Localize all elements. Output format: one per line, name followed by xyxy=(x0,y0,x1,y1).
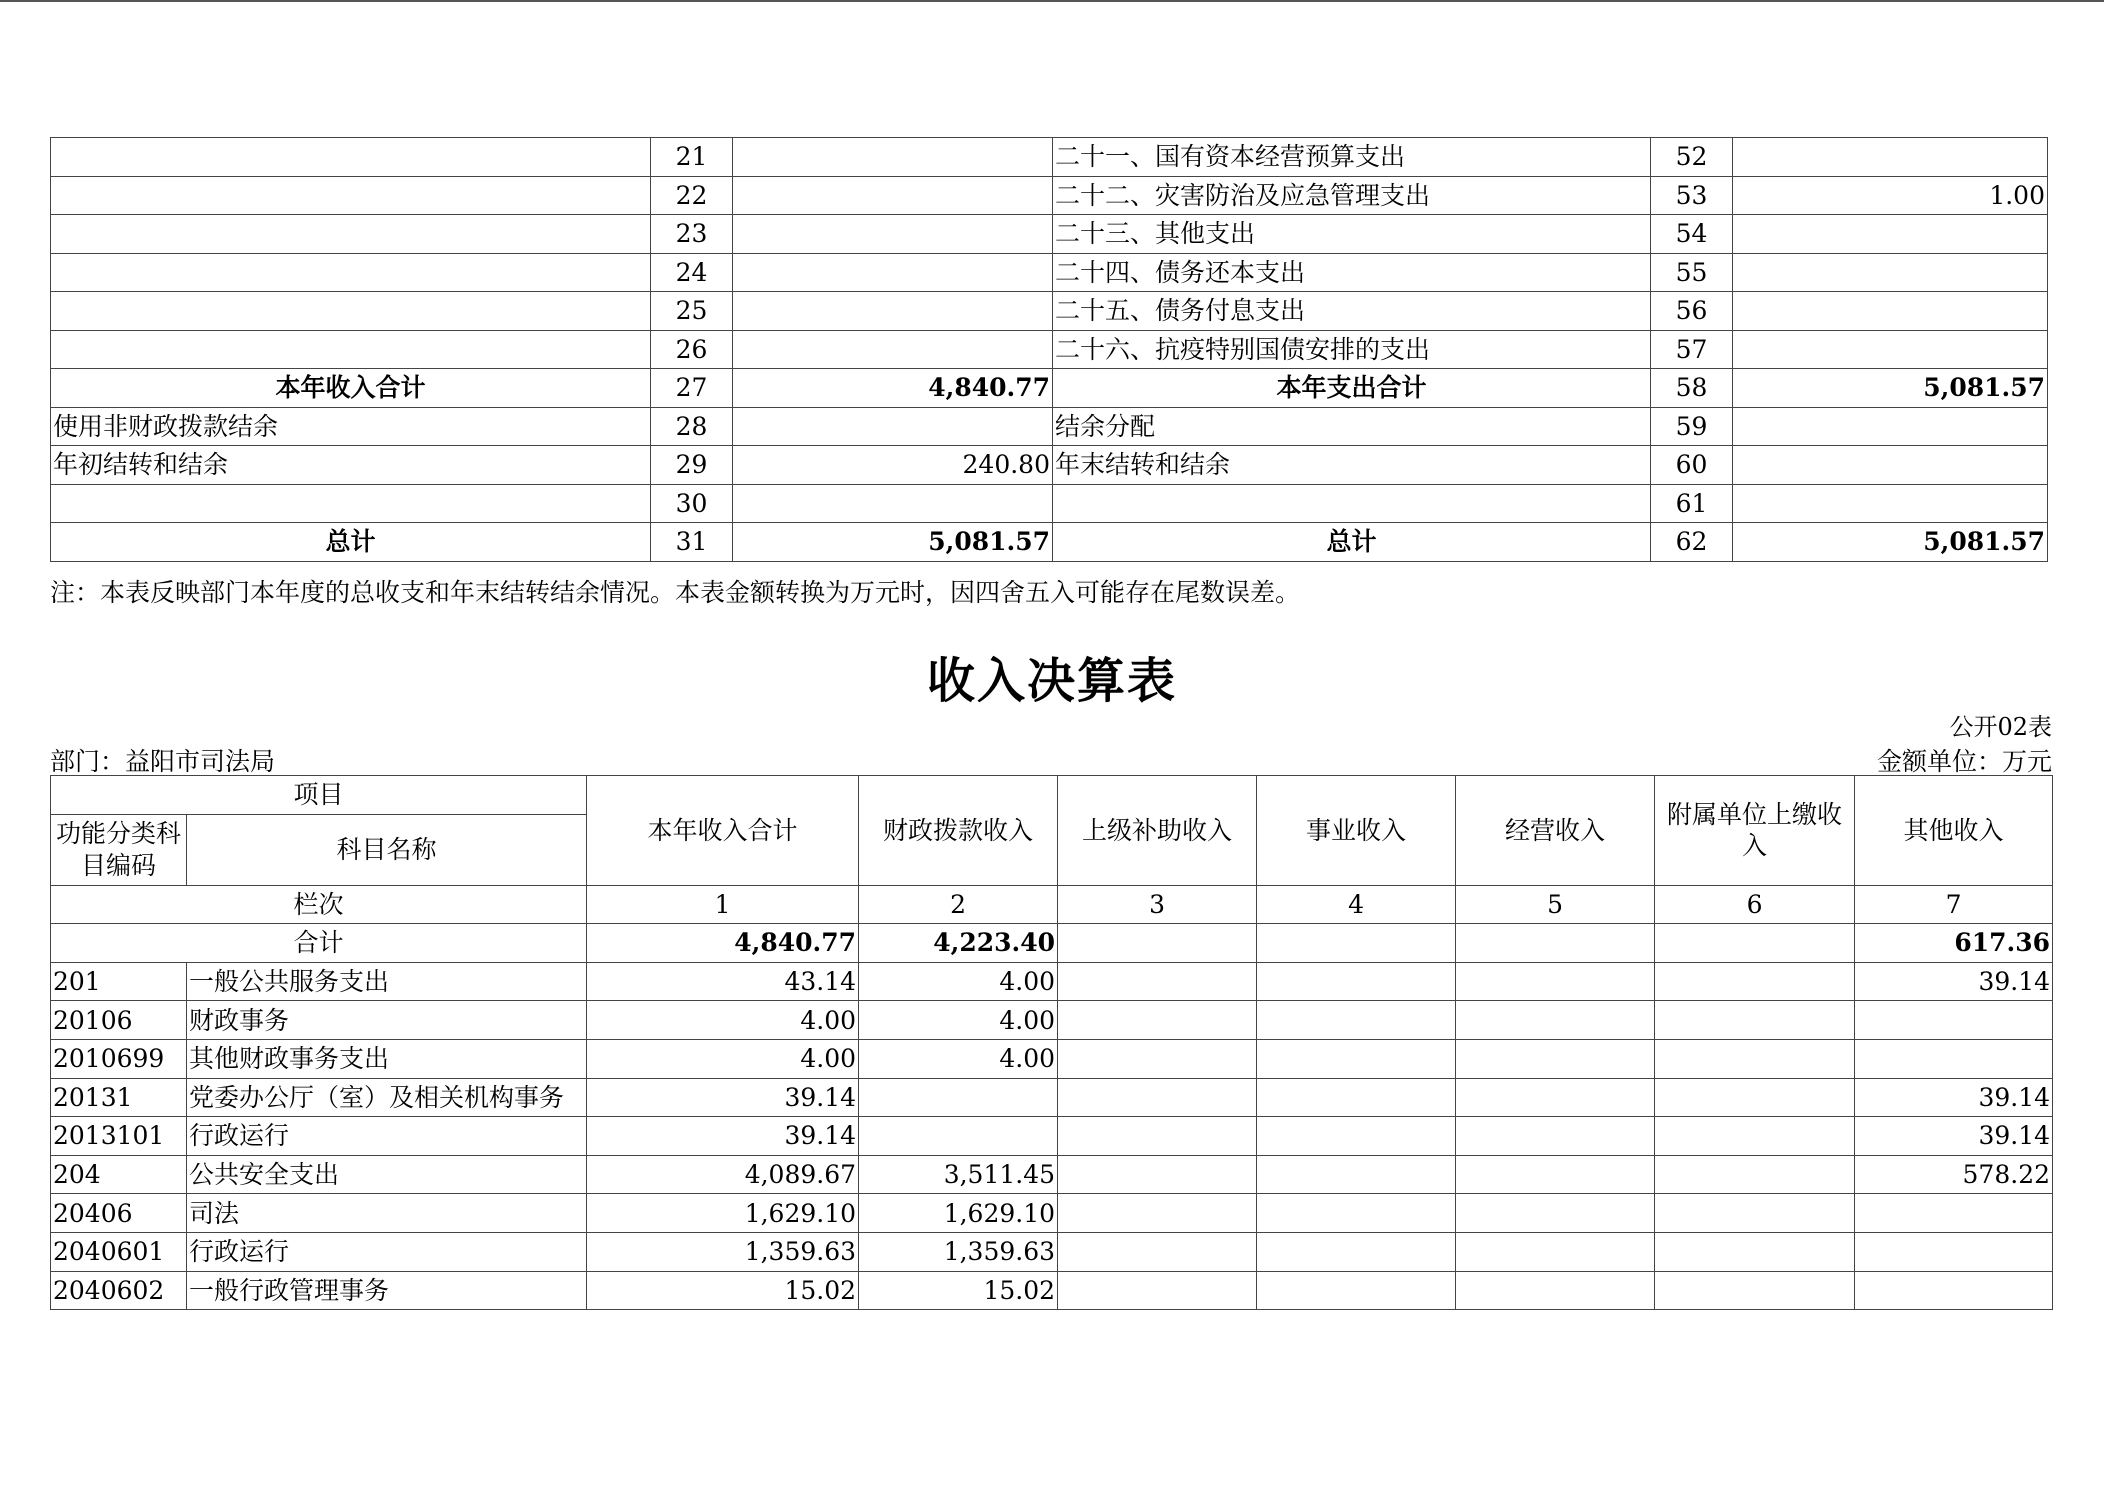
amount-cell xyxy=(1058,1271,1257,1310)
total-label: 合计 xyxy=(51,924,587,963)
line-number: 60 xyxy=(1651,446,1733,485)
subject-name: 一般行政管理事务 xyxy=(187,1271,587,1310)
table-row xyxy=(51,1232,2053,1271)
income-item-label: 总计 xyxy=(51,523,651,562)
subject-code: 20131 xyxy=(51,1078,187,1117)
amount-cell xyxy=(1655,1271,1855,1310)
line-number: 27 xyxy=(651,369,733,408)
total-value xyxy=(1257,924,1456,963)
amount-cell xyxy=(1257,962,1456,1001)
amount-cell xyxy=(1456,1039,1655,1078)
line-number: 31 xyxy=(651,523,733,562)
amount-cell xyxy=(1058,1117,1257,1156)
table-row xyxy=(51,484,2048,523)
line-number: 55 xyxy=(1651,253,1733,292)
income-item-label: 本年收入合计 xyxy=(51,369,651,408)
amount-cell xyxy=(1257,1001,1456,1040)
amount-cell xyxy=(1456,1232,1655,1271)
table-row xyxy=(51,253,2048,292)
table-row xyxy=(51,1078,2053,1117)
expense-item-label: 二十六、抗疫特别国债安排的支出 xyxy=(1053,330,1651,369)
amount-cell: 1,629.10 xyxy=(859,1194,1058,1233)
line-number: 22 xyxy=(651,176,733,215)
header-row xyxy=(51,776,2053,815)
col-num: 4 xyxy=(1257,885,1456,924)
amount-cell xyxy=(1058,1001,1257,1040)
amount-cell xyxy=(1456,1155,1655,1194)
income-item-label xyxy=(51,176,651,215)
amount-cell xyxy=(1058,1078,1257,1117)
subject-name: 行政运行 xyxy=(187,1232,587,1271)
column-number-row xyxy=(51,885,2053,924)
table-row xyxy=(51,446,2048,485)
income-amount xyxy=(733,292,1053,331)
subject-name: 司法 xyxy=(187,1194,587,1233)
expense-item-label: 二十四、债务还本支出 xyxy=(1053,253,1651,292)
income-table xyxy=(50,775,2053,1310)
income-item-label xyxy=(51,330,651,369)
amount-cell xyxy=(1058,1155,1257,1194)
income-amount xyxy=(733,253,1053,292)
amount-cell xyxy=(1655,1039,1855,1078)
amount-cell xyxy=(1257,1117,1456,1156)
header-name: 科目名称 xyxy=(187,814,587,885)
amount-cell xyxy=(859,1117,1058,1156)
amount-cell xyxy=(1655,962,1855,1001)
table-row xyxy=(51,407,2048,446)
subject-code: 204 xyxy=(51,1155,187,1194)
expense-item-label: 二十三、其他支出 xyxy=(1053,215,1651,254)
line-number: 62 xyxy=(1651,523,1733,562)
amount-cell: 1,359.63 xyxy=(587,1232,859,1271)
table-row xyxy=(51,369,2048,408)
line-number: 29 xyxy=(651,446,733,485)
amount-cell xyxy=(1456,1271,1655,1310)
amount-cell xyxy=(1058,1039,1257,1078)
income-amount xyxy=(733,407,1053,446)
amount-cell: 4.00 xyxy=(859,962,1058,1001)
col-num: 1 xyxy=(587,885,859,924)
subject-code: 2010699 xyxy=(51,1039,187,1078)
income-item-label xyxy=(51,138,651,177)
amount-cell xyxy=(1456,1078,1655,1117)
amount-cell xyxy=(1855,1001,2053,1040)
amount-cell xyxy=(1058,962,1257,1001)
line-number: 25 xyxy=(651,292,733,331)
amount-cell: 39.14 xyxy=(587,1078,859,1117)
expense-item-label: 本年支出合计 xyxy=(1053,369,1651,408)
amount-cell xyxy=(1655,1117,1855,1156)
total-value xyxy=(1456,924,1655,963)
line-number: 52 xyxy=(1651,138,1733,177)
amount-cell xyxy=(1257,1078,1456,1117)
income-item-label: 年初结转和结余 xyxy=(51,446,651,485)
line-number: 26 xyxy=(651,330,733,369)
amount-cell: 4.00 xyxy=(859,1001,1058,1040)
amount-cell xyxy=(1855,1232,2053,1271)
table-row xyxy=(51,330,2048,369)
table-row xyxy=(51,292,2048,331)
line-number: 24 xyxy=(651,253,733,292)
amount-cell xyxy=(1855,1039,2053,1078)
amount-cell xyxy=(1855,1271,2053,1310)
expense-item-label: 二十二、灾害防治及应急管理支出 xyxy=(1053,176,1651,215)
amount-cell xyxy=(1456,1001,1655,1040)
amount-cell xyxy=(1655,1232,1855,1271)
expense-amount xyxy=(1733,292,2048,331)
amount-cell xyxy=(1655,1194,1855,1233)
subject-code: 20406 xyxy=(51,1194,187,1233)
subject-name: 一般公共服务支出 xyxy=(187,962,587,1001)
department-label: 部门：益阳市司法局 xyxy=(50,747,276,776)
expense-amount: 5,081.57 xyxy=(1733,369,2048,408)
total-value: 4,840.77 xyxy=(587,924,859,963)
amount-cell: 39.14 xyxy=(1855,1117,2053,1156)
income-item-label: 使用非财政拨款结余 xyxy=(51,407,651,446)
expense-item-label: 二十一、国有资本经营预算支出 xyxy=(1053,138,1651,177)
col-num: 7 xyxy=(1855,885,2053,924)
header-col-3: 上级补助收入 xyxy=(1058,776,1257,886)
row-label: 栏次 xyxy=(51,885,587,924)
expense-amount: 1.00 xyxy=(1733,176,2048,215)
header-col-5: 经营收入 xyxy=(1456,776,1655,886)
amount-cell xyxy=(1655,1155,1855,1194)
amount-cell: 1,359.63 xyxy=(859,1232,1058,1271)
expense-item-label: 年末结转和结余 xyxy=(1053,446,1651,485)
amount-cell: 3,511.45 xyxy=(859,1155,1058,1194)
amount-cell xyxy=(1257,1194,1456,1233)
subject-code: 2013101 xyxy=(51,1117,187,1156)
expense-amount xyxy=(1733,215,2048,254)
line-number: 61 xyxy=(1651,484,1733,523)
balance-table xyxy=(50,137,2048,562)
amount-cell: 4.00 xyxy=(587,1039,859,1078)
income-item-label xyxy=(51,292,651,331)
line-number: 59 xyxy=(1651,407,1733,446)
expense-amount xyxy=(1733,330,2048,369)
total-value xyxy=(1655,924,1855,963)
income-item-label xyxy=(51,484,651,523)
table-row xyxy=(51,1271,2053,1310)
header-item: 项目 xyxy=(51,776,587,815)
amount-cell xyxy=(1855,1194,2053,1233)
header-col-1: 本年收入合计 xyxy=(587,776,859,886)
income-item-label xyxy=(51,253,651,292)
subject-name: 党委办公厅（室）及相关机构事务 xyxy=(187,1078,587,1117)
col-num: 2 xyxy=(859,885,1058,924)
amount-cell xyxy=(1257,1155,1456,1194)
line-number: 54 xyxy=(1651,215,1733,254)
subject-name: 财政事务 xyxy=(187,1001,587,1040)
income-amount xyxy=(733,176,1053,215)
amount-cell: 39.14 xyxy=(587,1117,859,1156)
income-amount: 4,840.77 xyxy=(733,369,1053,408)
header-col-6: 附属单位上缴收入 xyxy=(1655,776,1855,886)
amount-cell xyxy=(1456,962,1655,1001)
table-row xyxy=(51,1117,2053,1156)
amount-cell: 578.22 xyxy=(1855,1155,2053,1194)
income-amount xyxy=(733,330,1053,369)
amount-cell xyxy=(1456,1117,1655,1156)
page-title: 收入决算表 xyxy=(926,653,1177,709)
table-note: 注：本表反映部门本年度的总收支和年末结转结余情况。本表金额转换为万元时，因四舍五入可能存在尾数误差。 xyxy=(50,578,1301,607)
header-col-2: 财政拨款收入 xyxy=(859,776,1058,886)
amount-cell: 43.14 xyxy=(587,962,859,1001)
amount-cell: 4.00 xyxy=(587,1001,859,1040)
subject-code: 201 xyxy=(51,962,187,1001)
table-row xyxy=(51,1155,2053,1194)
header-code: 功能分类科目编码 xyxy=(51,814,187,885)
income-amount xyxy=(733,138,1053,177)
amount-cell xyxy=(1058,1194,1257,1233)
line-number: 28 xyxy=(651,407,733,446)
table-row xyxy=(51,138,2048,177)
expense-item-label: 二十五、债务付息支出 xyxy=(1053,292,1651,331)
amount-cell: 1,629.10 xyxy=(587,1194,859,1233)
line-number: 58 xyxy=(1651,369,1733,408)
amount-cell: 4,089.67 xyxy=(587,1155,859,1194)
line-number: 56 xyxy=(1651,292,1733,331)
subject-name: 行政运行 xyxy=(187,1117,587,1156)
subject-code: 20106 xyxy=(51,1001,187,1040)
table-row xyxy=(51,1001,2053,1040)
amount-cell xyxy=(1058,1232,1257,1271)
table-row xyxy=(51,215,2048,254)
table-row xyxy=(51,1039,2053,1078)
expense-item-label xyxy=(1053,484,1651,523)
amount-cell: 15.02 xyxy=(587,1271,859,1310)
table-row xyxy=(51,962,2053,1001)
expense-amount xyxy=(1733,253,2048,292)
income-amount xyxy=(733,484,1053,523)
amount-cell xyxy=(1655,1001,1855,1040)
amount-cell xyxy=(1655,1078,1855,1117)
line-number: 23 xyxy=(651,215,733,254)
income-amount xyxy=(733,215,1053,254)
amount-cell: 15.02 xyxy=(859,1271,1058,1310)
subject-name: 公共安全支出 xyxy=(187,1155,587,1194)
income-item-label xyxy=(51,215,651,254)
amount-cell xyxy=(1257,1039,1456,1078)
line-number: 53 xyxy=(1651,176,1733,215)
expense-item-label: 结余分配 xyxy=(1053,407,1651,446)
table-row xyxy=(51,1194,2053,1233)
line-number: 21 xyxy=(651,138,733,177)
total-value xyxy=(1058,924,1257,963)
expense-amount xyxy=(1733,484,2048,523)
subject-code: 2040601 xyxy=(51,1232,187,1271)
income-amount: 5,081.57 xyxy=(733,523,1053,562)
income-amount: 240.80 xyxy=(733,446,1053,485)
expense-item-label: 总计 xyxy=(1053,523,1651,562)
amount-cell: 39.14 xyxy=(1855,1078,2053,1117)
unit-label: 金额单位：万元 xyxy=(1876,747,2052,776)
line-number: 30 xyxy=(651,484,733,523)
total-value: 4,223.40 xyxy=(859,924,1058,963)
header-col-4: 事业收入 xyxy=(1257,776,1456,886)
line-number: 57 xyxy=(1651,330,1733,369)
table-row xyxy=(51,176,2048,215)
table-row xyxy=(51,523,2048,562)
expense-amount: 5,081.57 xyxy=(1733,523,2048,562)
amount-cell xyxy=(1257,1271,1456,1310)
amount-cell xyxy=(1456,1194,1655,1233)
expense-amount xyxy=(1733,138,2048,177)
expense-amount xyxy=(1733,446,2048,485)
col-num: 6 xyxy=(1655,885,1855,924)
col-num: 5 xyxy=(1456,885,1655,924)
amount-cell: 4.00 xyxy=(859,1039,1058,1078)
total-value: 617.36 xyxy=(1855,924,2053,963)
subject-code: 2040602 xyxy=(51,1271,187,1310)
amount-cell xyxy=(1257,1232,1456,1271)
col-num: 3 xyxy=(1058,885,1257,924)
amount-cell xyxy=(859,1078,1058,1117)
table-number: 公开02表 xyxy=(1949,713,2052,741)
subject-name: 其他财政事务支出 xyxy=(187,1039,587,1078)
header-col-7: 其他收入 xyxy=(1855,776,2053,886)
expense-amount xyxy=(1733,407,2048,446)
total-row xyxy=(51,924,2053,963)
amount-cell: 39.14 xyxy=(1855,962,2053,1001)
